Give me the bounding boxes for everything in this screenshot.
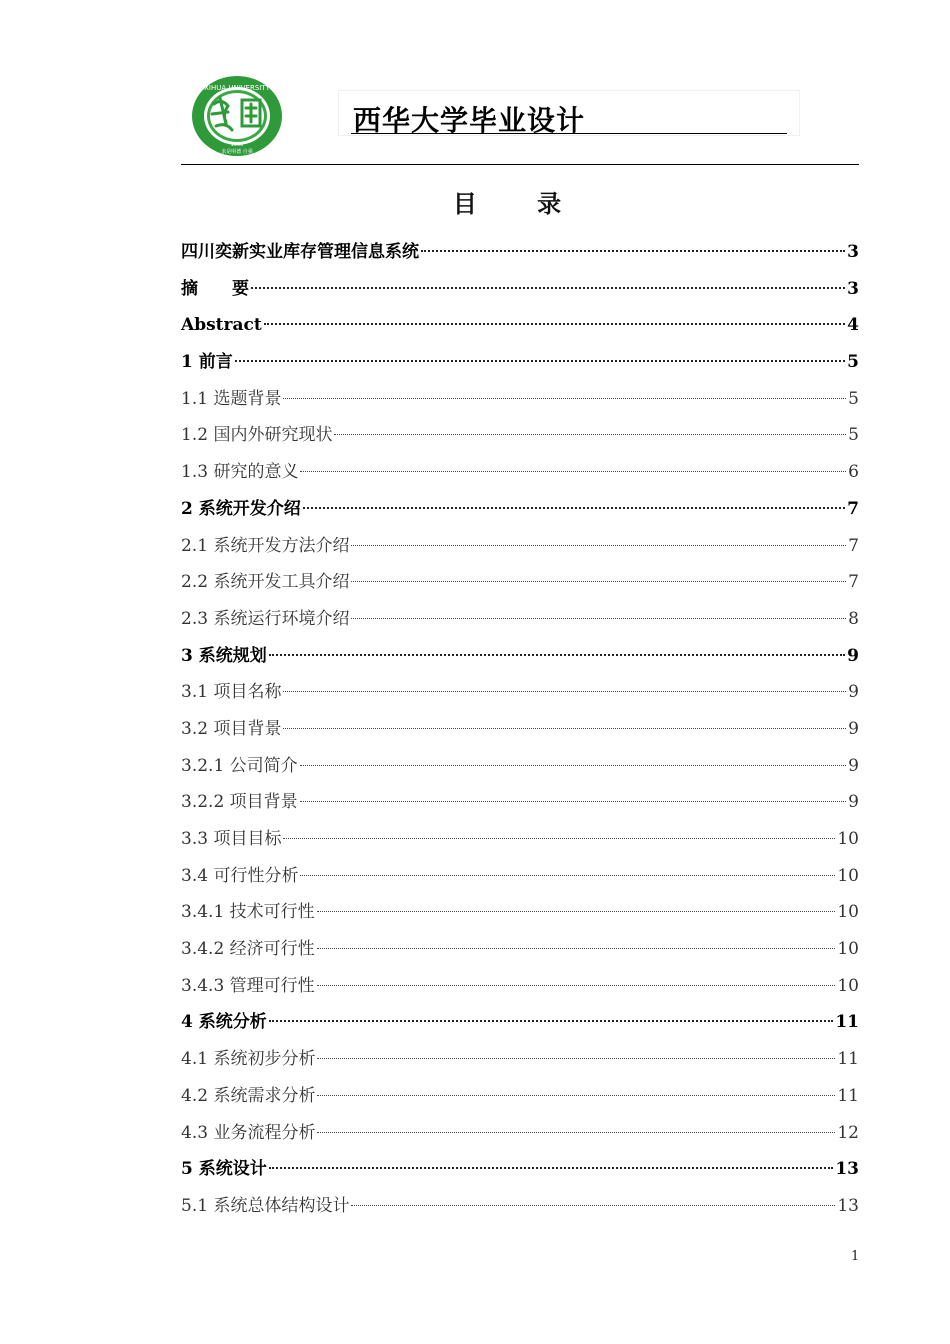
toc-dot-leader	[351, 618, 846, 619]
toc-entry[interactable]	[181, 1041, 859, 1078]
title-underline	[351, 133, 787, 134]
toc-dot-leader	[269, 1020, 834, 1022]
toc-entry-page: 7	[848, 535, 859, 556]
toc-entry[interactable]	[181, 858, 859, 895]
toc-entry[interactable]	[181, 234, 859, 271]
toc-entry-label: 5 系统设计	[181, 1159, 267, 1180]
toc-entry[interactable]	[181, 1078, 859, 1115]
toc-entry-label: 3.2.1 公司简介	[181, 755, 298, 776]
toc-entry[interactable]	[181, 417, 859, 454]
toc-entry-label: 3.3 项目目标	[181, 829, 282, 849]
toc-entry-label: 摘 要	[181, 278, 249, 299]
toc-dot-leader	[317, 1095, 835, 1096]
toc-dot-leader	[300, 801, 847, 802]
toc-entry-label: 3.4 可行性分析	[181, 865, 299, 886]
toc-entry[interactable]	[181, 564, 859, 601]
toc-entry[interactable]	[181, 674, 859, 711]
toc-entry-page: 11	[837, 1049, 859, 1070]
toc-dot-leader	[334, 434, 846, 435]
toc-entry[interactable]	[181, 894, 859, 931]
toc-dot-leader	[300, 471, 846, 472]
toc-entry[interactable]	[181, 381, 859, 418]
toc-dot-leader	[317, 985, 836, 986]
toc-entry[interactable]	[181, 1151, 859, 1188]
toc-entry[interactable]	[181, 1115, 859, 1152]
document-title-box	[338, 90, 800, 136]
toc-entry[interactable]	[181, 931, 859, 968]
toc-entry-label: 2 系统开发介绍	[181, 498, 301, 519]
toc-entry-label: 5.1 系统总体结构设计	[181, 1195, 350, 1216]
toc-entry-page: 13	[837, 1195, 859, 1216]
toc-entry[interactable]	[181, 454, 859, 491]
toc-entry-label: 1.3 研究的意义	[181, 462, 299, 483]
toc-dot-leader	[283, 838, 835, 839]
toc-entry-page: 13	[835, 1159, 859, 1180]
toc-entry[interactable]	[181, 1004, 859, 1041]
toc-entry-page: 9	[848, 682, 859, 703]
toc-dot-leader	[303, 507, 845, 509]
toc-dot-leader	[317, 1132, 835, 1133]
toc-entry-label: 4.2 系统需求分析	[181, 1085, 316, 1106]
toc-entry-label: 4.3 业务流程分析	[181, 1122, 316, 1143]
toc-entry[interactable]	[181, 1188, 859, 1225]
toc-entry-label: 3.4.3 管理可行性	[181, 975, 315, 996]
toc-dot-leader	[351, 581, 846, 582]
toc-entry-label: 3.2.2 项目背景	[181, 792, 298, 813]
toc-entry-label: 4.1 系统初步分析	[181, 1049, 316, 1070]
toc-entry[interactable]	[181, 784, 859, 821]
toc-dot-leader	[251, 287, 845, 289]
toc-entry-label: 四川奕新实业库存管理信息系统	[181, 242, 419, 262]
university-logo-icon	[190, 74, 284, 158]
logo-motto: 求是明德 自强	[221, 149, 253, 155]
toc-entry-page: 8	[848, 608, 859, 629]
toc-entry-page: 10	[837, 902, 859, 923]
toc-entry-page: 11	[837, 1085, 859, 1106]
toc-entry-page: 3	[847, 242, 859, 262]
toc-dot-leader	[351, 545, 846, 546]
toc-dot-leader	[300, 875, 835, 876]
toc-entry[interactable]	[181, 711, 859, 748]
logo-year: 1960	[230, 142, 244, 148]
toc-entry-page: 10	[837, 975, 859, 996]
toc-entry[interactable]	[181, 491, 859, 528]
toc-dot-leader	[317, 1058, 835, 1059]
toc-dot-leader	[264, 323, 845, 325]
toc-entry-page: 3	[847, 278, 859, 299]
toc-entry-page: 10	[837, 939, 859, 960]
toc-entry[interactable]	[181, 968, 859, 1005]
toc-dot-leader	[235, 360, 845, 362]
toc-dot-leader	[300, 765, 847, 766]
toc-dot-leader	[421, 250, 845, 252]
toc-heading: 目 录	[452, 189, 588, 218]
toc-entry-label: 2.1 系统开发方法介绍	[181, 535, 350, 556]
toc-entry-label: 2.3 系统运行环境介绍	[181, 608, 350, 629]
toc-entry-page: 11	[835, 1012, 859, 1033]
toc-dot-leader	[269, 1167, 834, 1169]
document-title: 西华大学毕业设计	[353, 104, 586, 137]
toc-entry-page: 9	[848, 755, 859, 776]
toc-dot-leader	[283, 691, 846, 692]
toc-entry-page: 9	[848, 718, 859, 739]
toc-entry-page: 7	[848, 572, 859, 593]
toc-entry-label: 3.4.1 技术可行性	[181, 902, 315, 923]
toc-entry-page: 6	[848, 462, 859, 483]
toc-entry-label: 3.4.2 经济可行性	[181, 939, 315, 960]
toc-entry-page: 5	[847, 352, 859, 373]
toc-entry[interactable]	[181, 638, 859, 675]
toc-entry-page: 5	[848, 388, 859, 409]
toc-dot-leader	[317, 911, 836, 912]
toc-entry[interactable]	[181, 307, 859, 344]
toc-entry[interactable]	[181, 601, 859, 638]
toc-entry[interactable]	[181, 821, 859, 858]
toc-entry-label: 1.2 国内外研究现状	[181, 425, 333, 446]
toc-dot-leader	[283, 398, 846, 399]
toc-entry[interactable]	[181, 271, 859, 308]
toc-entry-label: 1.1 选题背景	[181, 388, 282, 409]
page-number: 1	[851, 1249, 860, 1264]
toc-entry-page: 9	[847, 645, 859, 666]
toc-entry-page: 12	[837, 1122, 859, 1143]
toc-entry-page: 9	[848, 792, 859, 813]
toc-entry-page: 7	[847, 498, 859, 519]
toc-entry-page: 4	[847, 315, 859, 336]
toc-entry-label: 1 前言	[181, 352, 233, 373]
toc-dot-leader	[283, 728, 846, 729]
toc-dot-leader	[269, 654, 845, 656]
toc-entry-page: 5	[848, 425, 859, 446]
toc-entry-page: 10	[837, 865, 859, 886]
toc-dot-leader	[351, 1205, 835, 1206]
toc-entry-label: Abstract	[181, 315, 262, 336]
toc-entry-label: 4 系统分析	[181, 1012, 267, 1033]
toc-entry-label: 3.1 项目名称	[181, 682, 282, 703]
toc-entry-label: 2.2 系统开发工具介绍	[181, 572, 350, 593]
toc-entry[interactable]	[181, 748, 859, 785]
toc-dot-leader	[317, 948, 836, 949]
toc-entry[interactable]	[181, 528, 859, 565]
toc-entry-label: 3 系统规划	[181, 645, 267, 666]
toc-entry-page: 10	[837, 829, 859, 849]
toc-entry-label: 3.2 项目背景	[181, 718, 282, 739]
university-logo	[190, 74, 284, 158]
header-divider	[181, 164, 859, 165]
logo-arc-text: XIHUA UNIVERSITY	[204, 84, 270, 92]
toc-entry[interactable]	[181, 344, 859, 381]
table-of-contents	[181, 234, 859, 1225]
